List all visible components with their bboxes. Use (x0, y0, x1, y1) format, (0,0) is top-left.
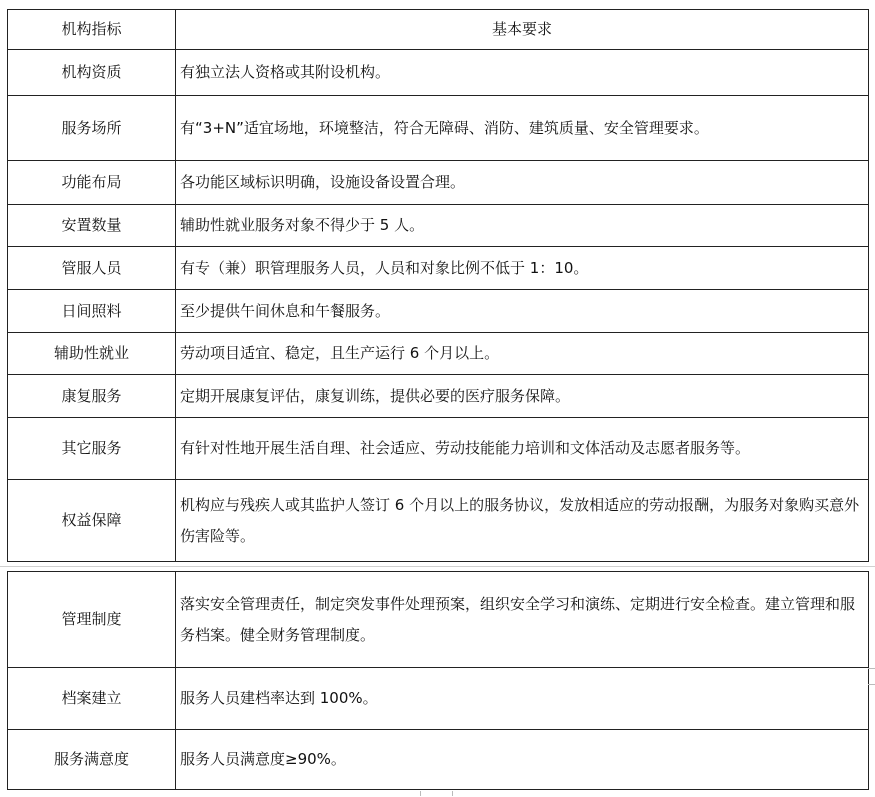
column-marker (452, 791, 453, 796)
row-label: 功能布局 (8, 161, 176, 205)
table-row (8, 418, 869, 480)
cell-resize-handle[interactable] (868, 668, 875, 669)
column-header-indicator: 机构指标 (8, 10, 176, 50)
page-break-line (0, 566, 875, 567)
row-text: 服务人员建档率达到 100%。 (176, 668, 869, 730)
row-text: 有专（兼）职管理服务人员，人员和对象比例不低于 1：10。 (176, 247, 869, 290)
table-row (8, 247, 869, 290)
row-label: 日间照料 (8, 290, 176, 333)
row-text: 有“3+N”适宜场地，环境整洁，符合无障碍、消防、建筑质量、安全管理要求。 (176, 96, 869, 161)
row-text: 落实安全管理责任，制定突发事件处理预案，组织安全学习和演练、定期进行安全检查。建立管理和服务档案。健全财务管理制度。 (176, 572, 869, 668)
row-text: 至少提供午间休息和午餐服务。 (176, 290, 869, 333)
row-text: 机构应与残疾人或其监护人签订 6 个月以上的服务协议，发放相适应的劳动报酬，为服务对象购买意外伤害险等。 (176, 480, 869, 562)
row-text: 有独立法人资格或其附设机构。 (176, 50, 869, 96)
cell-resize-handle[interactable] (868, 684, 875, 685)
table-row (8, 572, 869, 668)
row-label: 其它服务 (8, 418, 176, 480)
row-text: 有针对性地开展生活自理、社会适应、劳动技能能力培训和文体活动及志愿者服务等。 (176, 418, 869, 480)
row-label: 管服人员 (8, 247, 176, 290)
row-text: 劳动项目适宜、稳定，且生产运行 6 个月以上。 (176, 333, 869, 375)
table-row (8, 161, 869, 205)
table-row (8, 333, 869, 375)
row-label: 安置数量 (8, 205, 176, 247)
row-label: 服务场所 (8, 96, 176, 161)
table-row (8, 480, 869, 562)
row-label: 服务满意度 (8, 730, 176, 790)
row-label: 辅助性就业 (8, 333, 176, 375)
table-row (8, 375, 869, 418)
column-marker (420, 791, 421, 796)
row-label: 康复服务 (8, 375, 176, 418)
table-row (8, 290, 869, 333)
row-text: 定期开展康复评估，康复训练，提供必要的医疗服务保障。 (176, 375, 869, 418)
requirements-table-continued (7, 571, 869, 790)
table-row (8, 668, 869, 730)
requirements-table (7, 9, 869, 562)
row-label: 机构资质 (8, 50, 176, 96)
column-header-requirement: 基本要求 (176, 10, 869, 50)
table-row (8, 96, 869, 161)
row-label: 管理制度 (8, 572, 176, 668)
row-label: 档案建立 (8, 668, 176, 730)
table-row (8, 205, 869, 247)
row-text: 辅助性就业服务对象不得少于 5 人。 (176, 205, 869, 247)
row-text: 各功能区域标识明确，设施设备设置合理。 (176, 161, 869, 205)
row-label: 权益保障 (8, 480, 176, 562)
row-text: 服务人员满意度≥90%。 (176, 730, 869, 790)
table-header-row (8, 10, 869, 50)
table-row (8, 50, 869, 96)
table-row (8, 730, 869, 790)
